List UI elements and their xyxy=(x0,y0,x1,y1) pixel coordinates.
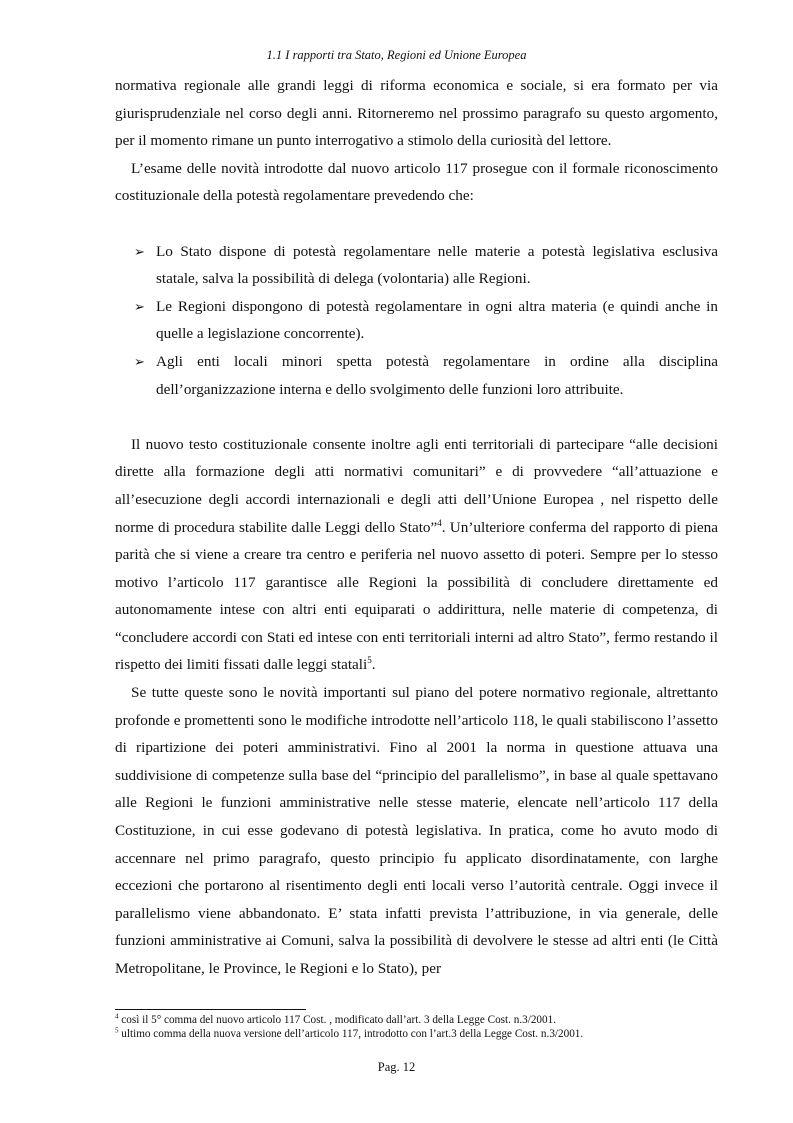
paragraph-3-text-b: . Un’ulteriore conferma del rapporto di piena parità che si viene a creare tra centro e periferia nel nuovo assetto di poteri. Sempre per lo stesso motivo l’articolo 117 garantisce alle Regioni la possibilità di concludere direttamente ed autonomamente intese con altri enti equiparati o addirittura, nelle materie di competenza, di “concludere accordi con Stati ed intese con enti territoriali interni ad altro Stato”, fermo restando il rispetto dei limiti fissati dalle leggi statali xyxy=(115,518,718,674)
paragraph-2: L’esame delle novità introdotte dal nuovo articolo 117 prosegue con il formale riconoscimento costituzionale della potestà regolamentare prevedendo che: xyxy=(115,159,718,205)
footnote-text: ultimo comma della nuova versione dell’articolo 117, introdotto con l’art.3 della Legge Cost. n.3/2001. xyxy=(118,1027,584,1040)
arrow-bullet-icon: ➢ xyxy=(134,353,145,369)
paragraph-3-text-a: Il nuovo testo costituzionale consente inoltre agli enti territoriali di partecipare “alle decisioni dirette alla formazione degli atti normativi comunitari” e di provvedere “all’attuazione e all’esecuzione degli accordi internazionali e degli atti dell’Unione Europea , nel rispetto delle norme di procedura stabilite dalle Leggi dello Stato” xyxy=(115,435,718,536)
body-text xyxy=(115,72,718,983)
footnote-number: 5 xyxy=(115,1025,119,1034)
list-item-text: Lo Stato dispone di potestà regolamentare nelle materie a potestà legislativa esclusiva statale, salva la possibilità di delega (volontaria) alle Regioni. xyxy=(156,242,718,288)
list-item xyxy=(115,293,718,348)
list-item xyxy=(115,348,718,403)
footnote-ref-5[interactable]: 5 xyxy=(367,655,372,666)
bullet-list xyxy=(115,238,718,404)
running-header: 1.1 I rapporti tra Stato, Regioni ed Unione Europea xyxy=(266,48,527,62)
footnote-separator xyxy=(115,1009,306,1010)
page-number: Pag. 12 xyxy=(377,1060,416,1074)
footnote-text: così il 5° comma del nuovo articolo 117 Cost. , modificato dall’art. 3 della Legge Cost. n.3/2001. xyxy=(118,1014,556,1026)
arrow-bullet-icon: ➢ xyxy=(134,243,145,259)
footnote xyxy=(115,1025,735,1042)
paragraph-1: normativa regionale alle grandi leggi di riforma economica e sociale, si era formato per via giurisprudenziale nel corso degli anni. Ritorneremo nel prossimo paragrafo su questo argomento, per il momento rimane un punto interrogativo a stimolo della curiosità del lettore. xyxy=(115,77,718,150)
footnote-ref-4[interactable]: 4 xyxy=(437,517,442,528)
list-item-text: Le Regioni dispongono di potestà regolamentare in ogni altra materia (e quindi anche in quelle a legislazione concorrente). xyxy=(156,297,718,343)
footnote xyxy=(115,1014,735,1028)
list-item xyxy=(115,238,718,293)
paragraph-4: Se tutte queste sono le novità importanti sul piano del potere normativo regionale, altrettanto profonde e promettenti sono le modifiche introdotte nell’articolo 118, le quali stabiliscono l’assetto di ripartizione dei poteri amministrativi. Fino al 2001 la norma in questione attuava una suddivisione di competenze sulla base del “principio del parallelismo”, in base al quale spettavano alle Regioni le funzioni amministrative nelle stesse materie, elencate nell’articolo 117 della Costituzione, in cui esse godevano di potestà legislativa. In pratica, come ho avuto modo di accennare nel primo paragrafo, questo principio fu applicato disordinatamente, con larghe eccezioni che portarono al risentimento degli enti locali verso l’autorità centrale. Oggi invece il parallelismo viene abbandonato. E’ stata infatti prevista l’attribuzione, in via generale, delle funzioni amministrative ai Comuni, salva la possibilità di devolvere le stesse ad altri enti (le Città Metropolitane, le Province, le Regioni e lo Stato), per xyxy=(115,684,718,977)
list-item-text: Agli enti locali minori spetta potestà regolamentare in ordine alla disciplina dell’organizzazione interna e dello svolgimento delle funzioni loro attribuite. xyxy=(156,352,718,398)
paragraph-3-text-c: . xyxy=(371,656,376,674)
arrow-bullet-icon: ➢ xyxy=(134,298,145,314)
footnotes xyxy=(115,1014,735,1041)
paragraph-3 xyxy=(115,431,718,679)
footnote-number: 4 xyxy=(115,1012,119,1021)
